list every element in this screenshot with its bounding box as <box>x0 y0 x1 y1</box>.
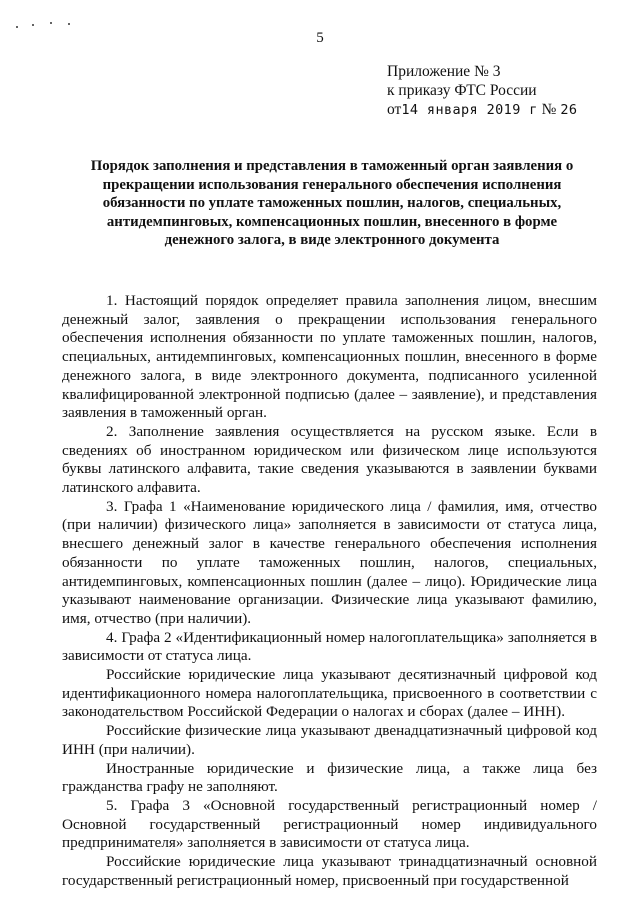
paragraph-2: 2. Заполнение заявления осуществляется на русском языке. Если в сведениях об иностранном юридическом или физическом лице используются буквы латинского алфавита, такие сведения указываются в заявлении буквами латинского алфавита. <box>62 422 597 497</box>
paragraph-5: 5. Графа 3 «Основной государственный регистрационный номер / Основной государственный регистрационный номер индивидуального предпринимателя» заполняется в зависимости от статуса лица. <box>62 796 597 852</box>
document-body <box>62 292 597 891</box>
page-number: 5 <box>316 30 324 46</box>
document-title: Порядок заполнения и представления в таможенный орган заявления о прекращении использования генерального обеспечения исполнения обязанности по уплате таможенных пошлин, налогов, специальных, антидемпинговых, компенсационных пошлин, внесенного в форме денежного залога, в виде электронного документа <box>90 158 574 248</box>
paragraph-5-legal-entities: Российские юридические лица указывают тринадцатизначный основной государственный регистрационный номер, присвоенный при государственной <box>62 853 597 889</box>
appendix-order-ref: к приказу ФТС России <box>387 82 537 99</box>
order-number: 26 <box>560 102 578 118</box>
paragraph-4-individuals: Российские физические лица указывают двенадцатизначный цифровой код ИНН (при наличии). <box>62 722 597 758</box>
number-prefix: № <box>541 101 557 118</box>
paragraph-1: 1. Настоящий порядок определяет правила заполнения лицом, внесшим денежный залог, заявления о прекращении использования генерального обеспечения исполнения обязанности по уплате таможенных пошлин, налогов, специальных, антидемпинговых, компенсационных пошлин, внесенного в форме денежного залога, в виде электронного документа, подписанного усиленной квалифицированной электронной подписью (далее – заявление), и представления заявления в таможенный орган. <box>62 292 597 422</box>
appendix-title: Приложение № 3 <box>387 63 501 80</box>
appendix-date-line <box>387 100 577 120</box>
appendix-block <box>387 62 577 120</box>
paragraph-4: 4. Графа 2 «Идентификационный номер налогоплательщика» заполняется в зависимости от статуса лица. <box>62 628 597 665</box>
paragraph-3: 3. Графа 1 «Наименование юридического лица / фамилия, имя, отчество (при наличии) физического лица» заполняется в зависимости от статуса лица, внесшего денежный залог в качестве генерального обеспечения исполнения обязанности по уплате таможенных пошлин, налогов, специальных, антидемпинговых, компенсационных пошлин (далее – лицо). Юридические лица указывают наименование организации. Физические лица указывают фамилию, имя, отчество (при наличии). <box>62 497 597 627</box>
date-prefix: от <box>387 101 402 118</box>
date-value: 14 января 2019 г <box>401 102 538 118</box>
paragraph-4-legal-entities: Российские юридические лица указывают десятизначный цифровой код идентификационного номера налогоплательщика, присвоенного в соответствии с законодательством Российской Федерации о налогах и сборах (далее – ИНН). <box>62 666 597 721</box>
paragraph-4-foreign: Иностранные юридические и физические лица, а также лица без гражданства графу не заполняют. <box>62 759 597 796</box>
